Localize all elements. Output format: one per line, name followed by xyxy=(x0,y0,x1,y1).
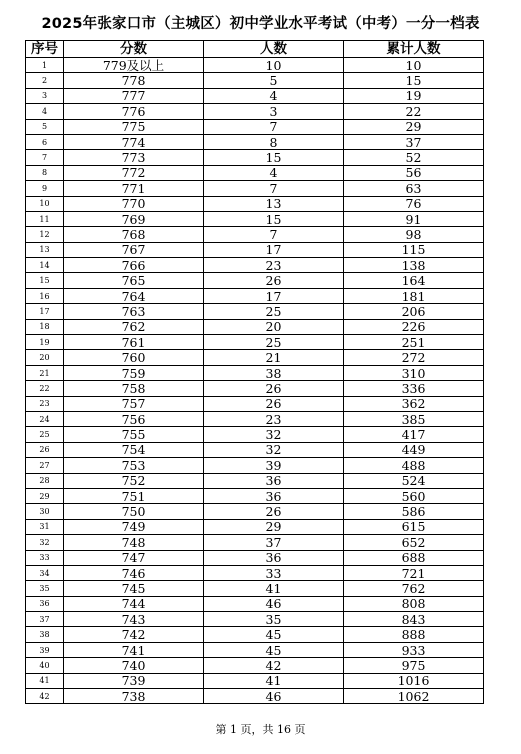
count-cell: 17 xyxy=(204,288,344,303)
count-cell: 46 xyxy=(204,689,344,704)
count-cell: 10 xyxy=(204,58,344,73)
cumulative-cell: 138 xyxy=(344,258,484,273)
cumulative-cell: 586 xyxy=(344,504,484,519)
seq-cell: 10 xyxy=(26,196,64,211)
score-cell: 757 xyxy=(64,396,204,411)
table-row xyxy=(26,319,484,334)
score-cell: 765 xyxy=(64,273,204,288)
score-cell: 738 xyxy=(64,689,204,704)
cumulative-cell: 56 xyxy=(344,165,484,180)
score-cell: 756 xyxy=(64,411,204,426)
seq-cell: 35 xyxy=(26,581,64,596)
score-cell: 778 xyxy=(64,73,204,88)
table-row xyxy=(26,411,484,426)
seq-cell: 4 xyxy=(26,104,64,119)
cumulative-cell: 808 xyxy=(344,596,484,611)
seq-cell: 29 xyxy=(26,488,64,503)
cumulative-cell: 272 xyxy=(344,350,484,365)
seq-cell: 19 xyxy=(26,335,64,350)
score-cell: 749 xyxy=(64,519,204,534)
table-row xyxy=(26,350,484,365)
count-cell: 8 xyxy=(204,134,344,149)
cumulative-cell: 19 xyxy=(344,88,484,103)
seq-cell: 14 xyxy=(26,258,64,273)
count-cell: 46 xyxy=(204,596,344,611)
seq-cell: 27 xyxy=(26,458,64,473)
score-distribution-table xyxy=(25,40,484,704)
cumulative-cell: 52 xyxy=(344,150,484,165)
seq-cell: 11 xyxy=(26,211,64,226)
cumulative-cell: 652 xyxy=(344,535,484,550)
score-cell: 758 xyxy=(64,381,204,396)
cumulative-cell: 22 xyxy=(344,104,484,119)
count-cell: 15 xyxy=(204,150,344,165)
seq-cell: 40 xyxy=(26,658,64,673)
seq-cell: 37 xyxy=(26,612,64,627)
table-row xyxy=(26,519,484,534)
table-row xyxy=(26,473,484,488)
seq-cell: 23 xyxy=(26,396,64,411)
seq-cell: 16 xyxy=(26,288,64,303)
cumulative-cell: 251 xyxy=(344,335,484,350)
count-cell: 32 xyxy=(204,442,344,457)
seq-cell: 24 xyxy=(26,411,64,426)
table-row xyxy=(26,227,484,242)
table-row xyxy=(26,550,484,565)
score-cell: 742 xyxy=(64,627,204,642)
seq-cell: 6 xyxy=(26,134,64,149)
score-cell: 754 xyxy=(64,442,204,457)
seq-cell: 7 xyxy=(26,150,64,165)
table-row xyxy=(26,642,484,657)
table-row xyxy=(26,288,484,303)
count-cell: 32 xyxy=(204,427,344,442)
seq-cell: 25 xyxy=(26,427,64,442)
cumulative-cell: 975 xyxy=(344,658,484,673)
count-cell: 35 xyxy=(204,612,344,627)
score-cell: 753 xyxy=(64,458,204,473)
score-cell: 752 xyxy=(64,473,204,488)
score-cell: 743 xyxy=(64,612,204,627)
cumulative-cell: 164 xyxy=(344,273,484,288)
cumulative-cell: 362 xyxy=(344,396,484,411)
score-cell: 747 xyxy=(64,550,204,565)
score-cell: 767 xyxy=(64,242,204,257)
cumulative-cell: 115 xyxy=(344,242,484,257)
seq-cell: 36 xyxy=(26,596,64,611)
score-cell: 748 xyxy=(64,535,204,550)
seq-cell: 41 xyxy=(26,673,64,688)
table-row xyxy=(26,565,484,580)
cumulative-cell: 206 xyxy=(344,304,484,319)
seq-cell: 8 xyxy=(26,165,64,180)
table-row xyxy=(26,58,484,73)
cumulative-cell: 762 xyxy=(344,581,484,596)
table-row xyxy=(26,612,484,627)
table-header-row xyxy=(26,41,484,58)
count-cell: 25 xyxy=(204,304,344,319)
count-cell: 20 xyxy=(204,319,344,334)
score-cell: 745 xyxy=(64,581,204,596)
cumulative-cell: 310 xyxy=(344,365,484,380)
count-cell: 45 xyxy=(204,642,344,657)
table-row xyxy=(26,596,484,611)
cumulative-cell: 15 xyxy=(344,73,484,88)
table-row xyxy=(26,119,484,134)
cumulative-cell: 37 xyxy=(344,134,484,149)
cumulative-cell: 688 xyxy=(344,550,484,565)
cumulative-cell: 98 xyxy=(344,227,484,242)
cumulative-cell: 1016 xyxy=(344,673,484,688)
table-row xyxy=(26,427,484,442)
count-cell: 41 xyxy=(204,581,344,596)
table-row xyxy=(26,581,484,596)
table-row xyxy=(26,273,484,288)
cumulative-cell: 91 xyxy=(344,211,484,226)
table-row xyxy=(26,627,484,642)
table-row xyxy=(26,304,484,319)
score-cell: 741 xyxy=(64,642,204,657)
count-cell: 23 xyxy=(204,411,344,426)
seq-cell: 30 xyxy=(26,504,64,519)
score-cell: 775 xyxy=(64,119,204,134)
seq-cell: 31 xyxy=(26,519,64,534)
count-cell: 5 xyxy=(204,73,344,88)
cumulative-cell: 63 xyxy=(344,181,484,196)
cumulative-cell: 385 xyxy=(344,411,484,426)
cumulative-cell: 888 xyxy=(344,627,484,642)
score-cell: 774 xyxy=(64,134,204,149)
cumulative-cell: 1062 xyxy=(344,689,484,704)
table-row xyxy=(26,258,484,273)
table-row xyxy=(26,365,484,380)
seq-cell: 18 xyxy=(26,319,64,334)
cumulative-cell: 615 xyxy=(344,519,484,534)
count-cell: 4 xyxy=(204,88,344,103)
seq-cell: 3 xyxy=(26,88,64,103)
page-footer: 第 1 页，共 16 页 xyxy=(215,723,306,736)
count-cell: 39 xyxy=(204,458,344,473)
score-cell: 760 xyxy=(64,350,204,365)
table-row xyxy=(26,181,484,196)
table-row xyxy=(26,689,484,704)
count-cell: 42 xyxy=(204,658,344,673)
cumulative-cell: 10 xyxy=(344,58,484,73)
score-cell: 770 xyxy=(64,196,204,211)
seq-cell: 22 xyxy=(26,381,64,396)
score-cell: 751 xyxy=(64,488,204,503)
score-cell: 750 xyxy=(64,504,204,519)
table-row xyxy=(26,73,484,88)
count-cell: 13 xyxy=(204,196,344,211)
count-cell: 26 xyxy=(204,504,344,519)
score-cell: 764 xyxy=(64,288,204,303)
table-row xyxy=(26,165,484,180)
seq-cell: 1 xyxy=(26,58,64,73)
count-cell: 15 xyxy=(204,211,344,226)
score-cell: 759 xyxy=(64,365,204,380)
count-cell: 36 xyxy=(204,473,344,488)
cumulative-cell: 181 xyxy=(344,288,484,303)
table-row xyxy=(26,335,484,350)
table-row xyxy=(26,381,484,396)
table-row xyxy=(26,535,484,550)
count-cell: 7 xyxy=(204,181,344,196)
count-cell: 36 xyxy=(204,488,344,503)
count-cell: 25 xyxy=(204,335,344,350)
table-row xyxy=(26,196,484,211)
score-cell: 779及以上 xyxy=(64,58,204,73)
score-cell: 746 xyxy=(64,565,204,580)
cumulative-cell: 417 xyxy=(344,427,484,442)
score-cell: 771 xyxy=(64,181,204,196)
table-row xyxy=(26,134,484,149)
count-cell: 7 xyxy=(204,119,344,134)
table-row xyxy=(26,673,484,688)
count-cell: 41 xyxy=(204,673,344,688)
count-cell: 26 xyxy=(204,273,344,288)
score-cell: 744 xyxy=(64,596,204,611)
table-row xyxy=(26,488,484,503)
score-cell: 769 xyxy=(64,211,204,226)
seq-cell: 38 xyxy=(26,627,64,642)
table-row xyxy=(26,104,484,119)
table-row xyxy=(26,396,484,411)
page-title: 2025年张家口市（主城区）初中学业水平考试（中考）一分一档表 xyxy=(41,16,480,32)
count-cell: 26 xyxy=(204,396,344,411)
count-cell: 29 xyxy=(204,519,344,534)
score-cell: 772 xyxy=(64,165,204,180)
seq-cell: 5 xyxy=(26,119,64,134)
table-row xyxy=(26,88,484,103)
table-row xyxy=(26,242,484,257)
table-row xyxy=(26,211,484,226)
table-body xyxy=(26,58,484,704)
cumulative-cell: 488 xyxy=(344,458,484,473)
count-cell: 38 xyxy=(204,365,344,380)
seq-cell: 32 xyxy=(26,535,64,550)
cumulative-cell: 226 xyxy=(344,319,484,334)
seq-cell: 21 xyxy=(26,365,64,380)
score-cell: 739 xyxy=(64,673,204,688)
count-cell: 23 xyxy=(204,258,344,273)
seq-cell: 12 xyxy=(26,227,64,242)
table-row xyxy=(26,504,484,519)
score-cell: 773 xyxy=(64,150,204,165)
seq-cell: 28 xyxy=(26,473,64,488)
table-row xyxy=(26,442,484,457)
count-cell: 33 xyxy=(204,565,344,580)
count-cell: 45 xyxy=(204,627,344,642)
table-row xyxy=(26,658,484,673)
score-cell: 762 xyxy=(64,319,204,334)
score-cell: 740 xyxy=(64,658,204,673)
seq-cell: 42 xyxy=(26,689,64,704)
header-count: 人数 xyxy=(204,41,344,58)
count-cell: 4 xyxy=(204,165,344,180)
cumulative-cell: 29 xyxy=(344,119,484,134)
score-cell: 768 xyxy=(64,227,204,242)
score-cell: 776 xyxy=(64,104,204,119)
seq-cell: 39 xyxy=(26,642,64,657)
header-score: 分数 xyxy=(64,41,204,58)
count-cell: 17 xyxy=(204,242,344,257)
score-cell: 777 xyxy=(64,88,204,103)
cumulative-cell: 449 xyxy=(344,442,484,457)
count-cell: 3 xyxy=(204,104,344,119)
seq-cell: 15 xyxy=(26,273,64,288)
seq-cell: 13 xyxy=(26,242,64,257)
score-cell: 755 xyxy=(64,427,204,442)
count-cell: 37 xyxy=(204,535,344,550)
cumulative-cell: 843 xyxy=(344,612,484,627)
seq-cell: 17 xyxy=(26,304,64,319)
count-cell: 26 xyxy=(204,381,344,396)
seq-cell: 20 xyxy=(26,350,64,365)
cumulative-cell: 76 xyxy=(344,196,484,211)
cumulative-cell: 524 xyxy=(344,473,484,488)
count-cell: 7 xyxy=(204,227,344,242)
header-cumulative: 累计人数 xyxy=(344,41,484,58)
seq-cell: 2 xyxy=(26,73,64,88)
count-cell: 36 xyxy=(204,550,344,565)
score-cell: 761 xyxy=(64,335,204,350)
cumulative-cell: 721 xyxy=(344,565,484,580)
cumulative-cell: 933 xyxy=(344,642,484,657)
header-seq: 序号 xyxy=(26,41,64,58)
seq-cell: 26 xyxy=(26,442,64,457)
table-row xyxy=(26,150,484,165)
seq-cell: 34 xyxy=(26,565,64,580)
cumulative-cell: 560 xyxy=(344,488,484,503)
seq-cell: 9 xyxy=(26,181,64,196)
table-row xyxy=(26,458,484,473)
cumulative-cell: 336 xyxy=(344,381,484,396)
count-cell: 21 xyxy=(204,350,344,365)
score-cell: 766 xyxy=(64,258,204,273)
score-cell: 763 xyxy=(64,304,204,319)
seq-cell: 33 xyxy=(26,550,64,565)
